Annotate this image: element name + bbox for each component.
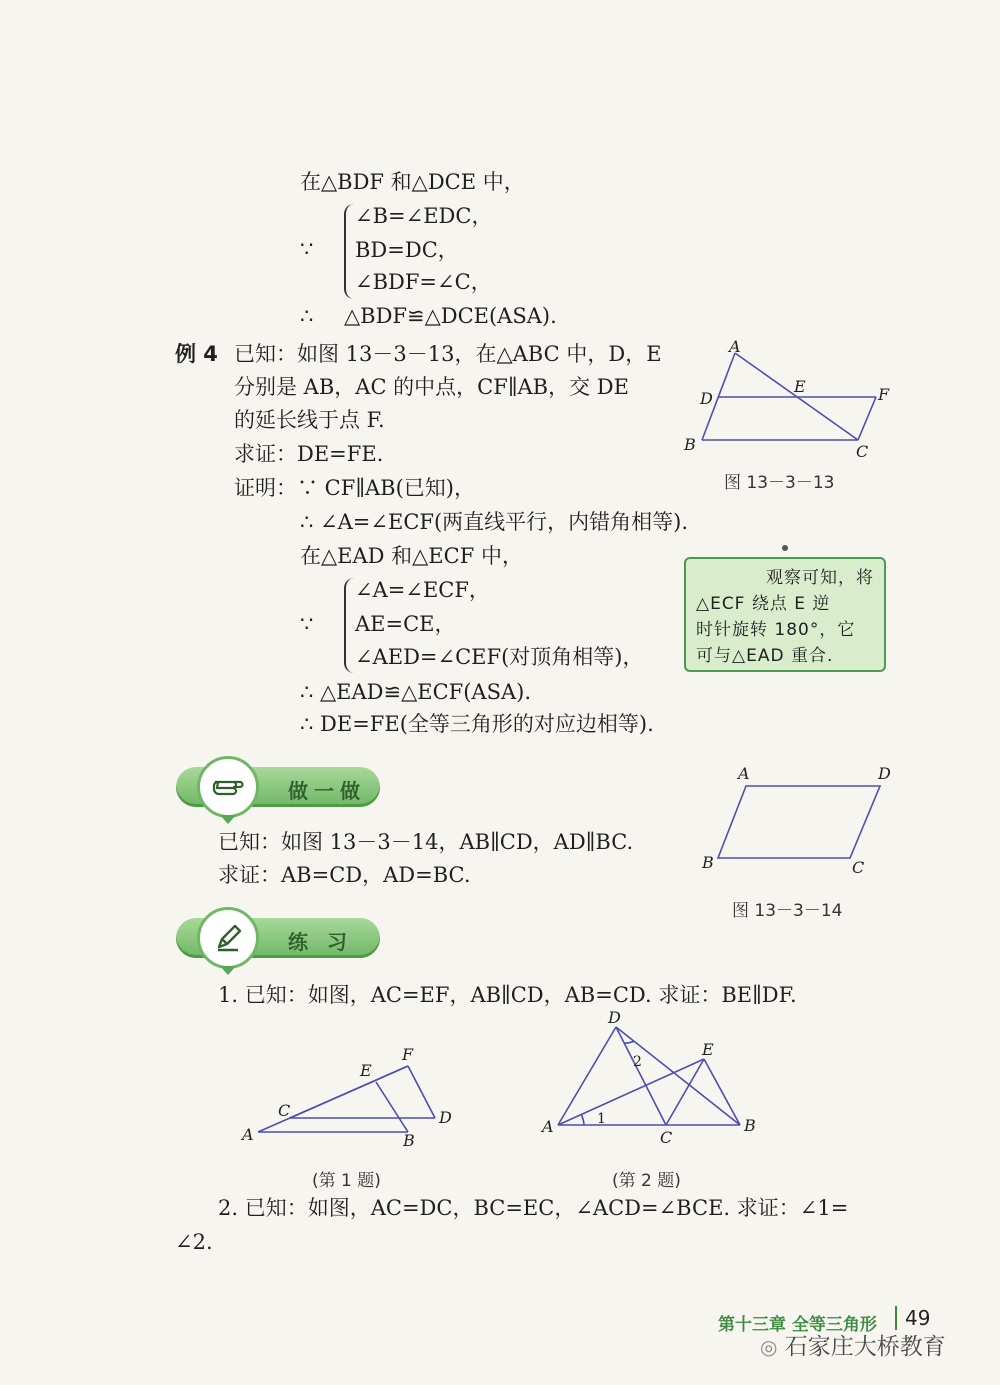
- figure-question-1: [240, 1042, 460, 1152]
- example-proof-2: ∴ ∠A=∠ECF(两直线平行，内错角相等).: [300, 510, 689, 534]
- seg-db: [616, 1027, 740, 1125]
- label-d: D: [608, 1008, 621, 1027]
- doit-banner-badge: [197, 756, 259, 818]
- ex-conclusion-2: ∴ DE=FE(全等三角形的对应边相等).: [300, 712, 654, 736]
- angle-1-arc: [581, 1114, 584, 1125]
- label-d: D: [878, 764, 891, 783]
- practice-banner-badge: [197, 907, 259, 969]
- doit-banner-arrow: [220, 815, 236, 824]
- label-a: A: [542, 1117, 554, 1136]
- proof-conclusion: △BDF≌△DCE(ASA).: [344, 304, 557, 328]
- example-proof-1: 证明：∵ CF∥AB(已知)，: [234, 476, 475, 500]
- example-label: 例 4: [175, 342, 218, 366]
- label-e: E: [702, 1040, 714, 1059]
- note-pin: [782, 545, 788, 551]
- doit-line-1: 已知：如图 13－3－14，AB∥CD，AD∥BC.: [218, 830, 634, 854]
- figure-13-3-14: [698, 762, 898, 877]
- angle-2-arc: [624, 1041, 634, 1043]
- pencil-icon: [212, 922, 244, 954]
- label-b: B: [702, 853, 714, 872]
- example-given-1: 已知：如图 13－3－13，在△ABC 中，D，E: [234, 342, 662, 366]
- note-line-1: 观察可知，将: [766, 568, 874, 588]
- example-proof-3: 在△EAD 和△ECF 中，: [300, 544, 523, 568]
- practice-banner-arrow: [220, 966, 236, 975]
- ex-condition-3: ∠AED=∠CEF(对顶角相等)，: [355, 645, 644, 669]
- label-c: C: [856, 442, 869, 458]
- doit-banner-title: 做一做: [288, 779, 366, 803]
- condition-3: ∠BDF=∠C，: [355, 270, 492, 294]
- proof-intro: 在△BDF 和△DCE 中，: [300, 170, 525, 194]
- condition-2: BD=DC，: [355, 238, 459, 262]
- figure-13-3-13: [680, 338, 900, 458]
- note-line-2: △ECF 绕点 E 逆: [696, 594, 831, 614]
- label-angle-2: 2: [633, 1054, 642, 1070]
- seg-dc: [616, 1027, 666, 1125]
- seg-ae: [558, 1059, 704, 1125]
- label-d: D: [439, 1108, 452, 1127]
- question-1-caption: (第 1 题): [312, 1171, 381, 1191]
- label-c: C: [852, 858, 865, 877]
- seg-eb: [704, 1059, 740, 1125]
- hand-icon: [211, 772, 245, 802]
- seg-df: [408, 1066, 435, 1118]
- example-given-3: 的延长线于点 F.: [234, 408, 385, 432]
- label-f: F: [402, 1045, 414, 1064]
- label-e: E: [794, 377, 806, 396]
- ex-condition-1: ∠A=∠ECF，: [355, 578, 490, 602]
- page-number: 49: [905, 1306, 931, 1330]
- therefore-symbol: ∴: [300, 304, 314, 328]
- doit-line-2: 求证：AB=CD，AD=BC.: [218, 863, 471, 887]
- condition-1: ∠B=∠EDC，: [355, 204, 493, 228]
- footer-divider: [895, 1306, 897, 1330]
- note-line-4: 可与△EAD 重合.: [696, 646, 834, 666]
- label-b: B: [684, 435, 696, 454]
- seg-be: [376, 1082, 408, 1132]
- figure-question-2: [538, 1005, 768, 1145]
- example-given-2: 分别是 AB，AC 的中点，CF∥AB，交 DE: [234, 375, 629, 399]
- parallelogram-abcd: [718, 786, 880, 858]
- seg-cf: [290, 1066, 408, 1118]
- question-2-caption: (第 2 题): [612, 1171, 681, 1191]
- because-symbol: ∵: [300, 237, 314, 261]
- label-c: C: [278, 1101, 291, 1120]
- watermark-text: 石家庄大桥教育: [784, 1334, 946, 1360]
- label-angle-1: 1: [597, 1111, 606, 1127]
- label-e: E: [360, 1061, 372, 1080]
- label-a: A: [242, 1125, 254, 1144]
- because-symbol-2: ∵: [300, 612, 314, 636]
- label-c: C: [660, 1128, 673, 1145]
- practice-q1: 1. 已知：如图，AC=EF，AB∥CD，AB=CD. 求证：BE∥DF.: [218, 983, 797, 1007]
- ex-condition-2: AE=CE，: [355, 612, 456, 636]
- label-b: B: [744, 1116, 756, 1135]
- note-line-3: 时针旋转 180°，它: [696, 620, 856, 640]
- practice-q2-line-1: 2. 已知：如图，AC=DC，BC=EC，∠ACD=∠BCE. 求证：∠1=: [218, 1196, 849, 1220]
- practice-q2-line-2: ∠2.: [175, 1230, 213, 1254]
- example-prove: 求证：DE=FE.: [234, 442, 384, 466]
- label-f: F: [878, 385, 890, 404]
- figure-14-caption: 图 13－3－14: [732, 901, 843, 921]
- seg-ad: [558, 1027, 616, 1125]
- figure-13-caption: 图 13－3－13: [724, 473, 835, 493]
- wechat-icon: ◎: [760, 1335, 778, 1359]
- label-a: A: [729, 338, 741, 356]
- ex-conclusion-1: ∴ △EAD≌△ECF(ASA).: [300, 680, 532, 704]
- label-d: D: [700, 389, 713, 408]
- label-a: A: [738, 764, 750, 783]
- label-b: B: [403, 1131, 415, 1150]
- observation-note: [684, 557, 886, 672]
- watermark: [760, 1328, 946, 1361]
- seg-cf: [858, 397, 876, 440]
- chapter-title: 第十三章 全等三角形: [718, 1315, 877, 1335]
- practice-banner-title: 练 习: [288, 930, 353, 954]
